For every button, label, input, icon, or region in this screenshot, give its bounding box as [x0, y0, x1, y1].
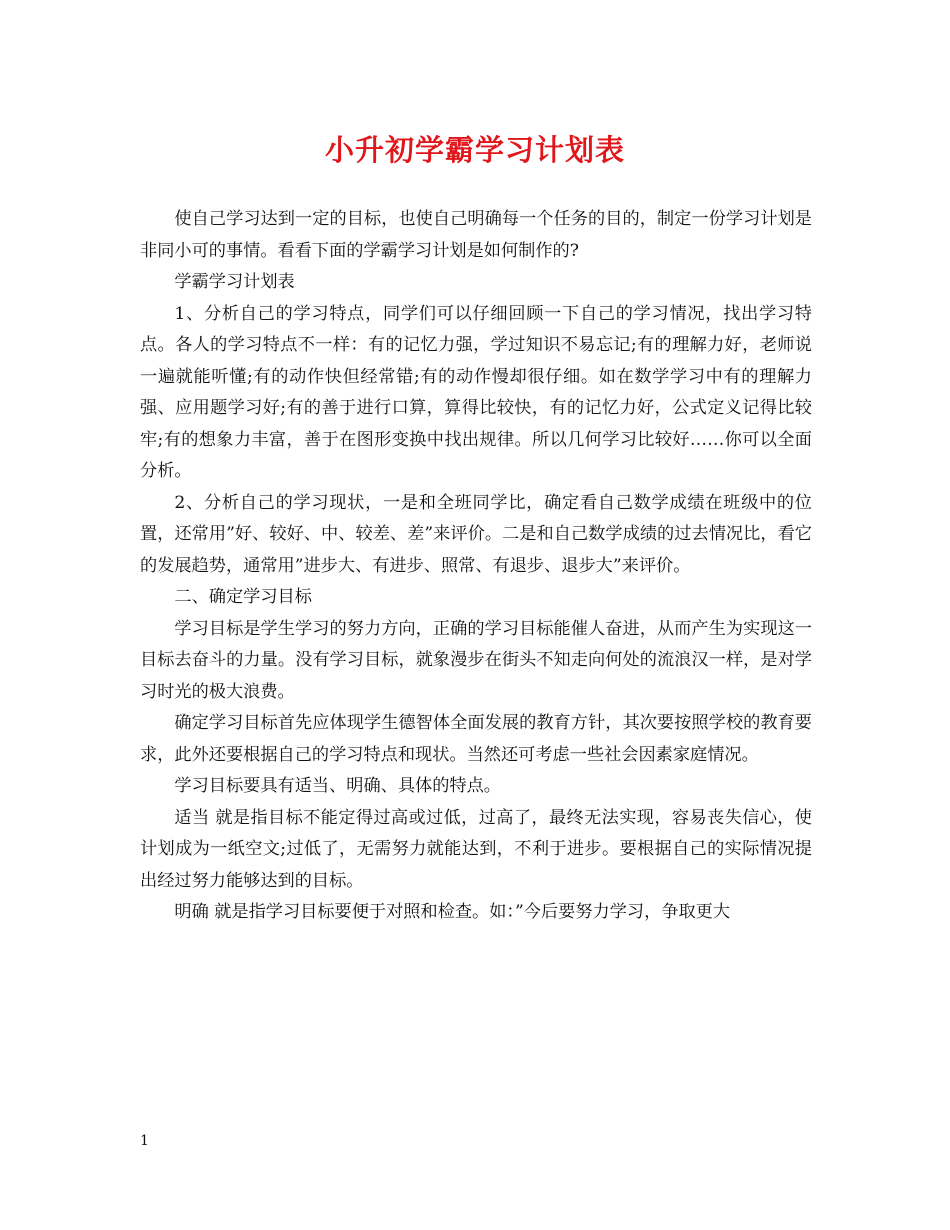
paragraph-heading-goals: 二、确定学习目标	[174, 587, 312, 607]
paragraph-subheading-plan: 学霸学习计划表	[174, 272, 295, 292]
paragraph-analyze-traits: 1、分析自己的学习特点，同学们可以仔细回顾一下自己的学习情况，找出学习特点。各人的学习特点不一样：有的记忆力强，学过知识不易忘记;有的理解力好，老师说一遍就能听懂;有的动作快但经常错;有的动作慢却很仔细。如在数学学习中有的理解力强、应用题学习好;有的善于进行口算，算得比较快，有的记忆力好，公式定义记得比较牢;有的想象力丰富，善于在图形变换中找出规律。所以几何学习比较好……你可以全面分析。	[140, 303, 812, 481]
page-number: 1	[140, 1133, 149, 1149]
document-body	[140, 204, 812, 929]
paragraph-goal-traits: 学习目标要具有适当、明确、具体的特点。	[174, 776, 501, 796]
paragraph-appropriate: 适当 就是指目标不能定得过高或过低，过高了，最终无法实现，容易丧失信心，使计划成为一纸空文;过低了，无需努力就能达到，不利于进步。要根据自己的实际情况提出经过努力能够达到的目标。	[140, 807, 812, 891]
document-title: 小升初学霸学习计划表	[324, 133, 625, 167]
paragraph-goal-basis: 确定学习目标首先应体现学生德智体全面发展的教育方针，其次要按照学校的教育要求，此外还要根据自己的学习特点和现状。当然还可考虑一些社会因素家庭情况。	[140, 713, 812, 765]
paragraph-intro: 使自己学习达到一定的目标，也使自己明确每一个任务的目的，制定一份学习计划是非同小可的事情。看看下面的学霸学习计划是如何制作的?	[140, 209, 812, 261]
paragraph-analyze-status: 2、分析自己的学习现状，一是和全班同学比，确定看自己数学成绩在班级中的位置，还常用”好、较好、中、较差、差”来评价。二是和自己数学成绩的过去情况比，看它的发展趋势，通常用”进步大、有进步、照常、有退步、退步大”来评价。	[140, 492, 812, 576]
paragraph-goal-direction: 学习目标是学生学习的努力方向，正确的学习目标能催人奋进，从而产生为实现这一目标去奋斗的力量。没有学习目标，就象漫步在街头不知走向何处的流浪汉一样，是对学习时光的极大浪费。	[140, 618, 812, 702]
paragraph-clear: 明确 就是指学习目标要便于对照和检查。如：”今后要努力学习，争取更大	[174, 902, 731, 922]
